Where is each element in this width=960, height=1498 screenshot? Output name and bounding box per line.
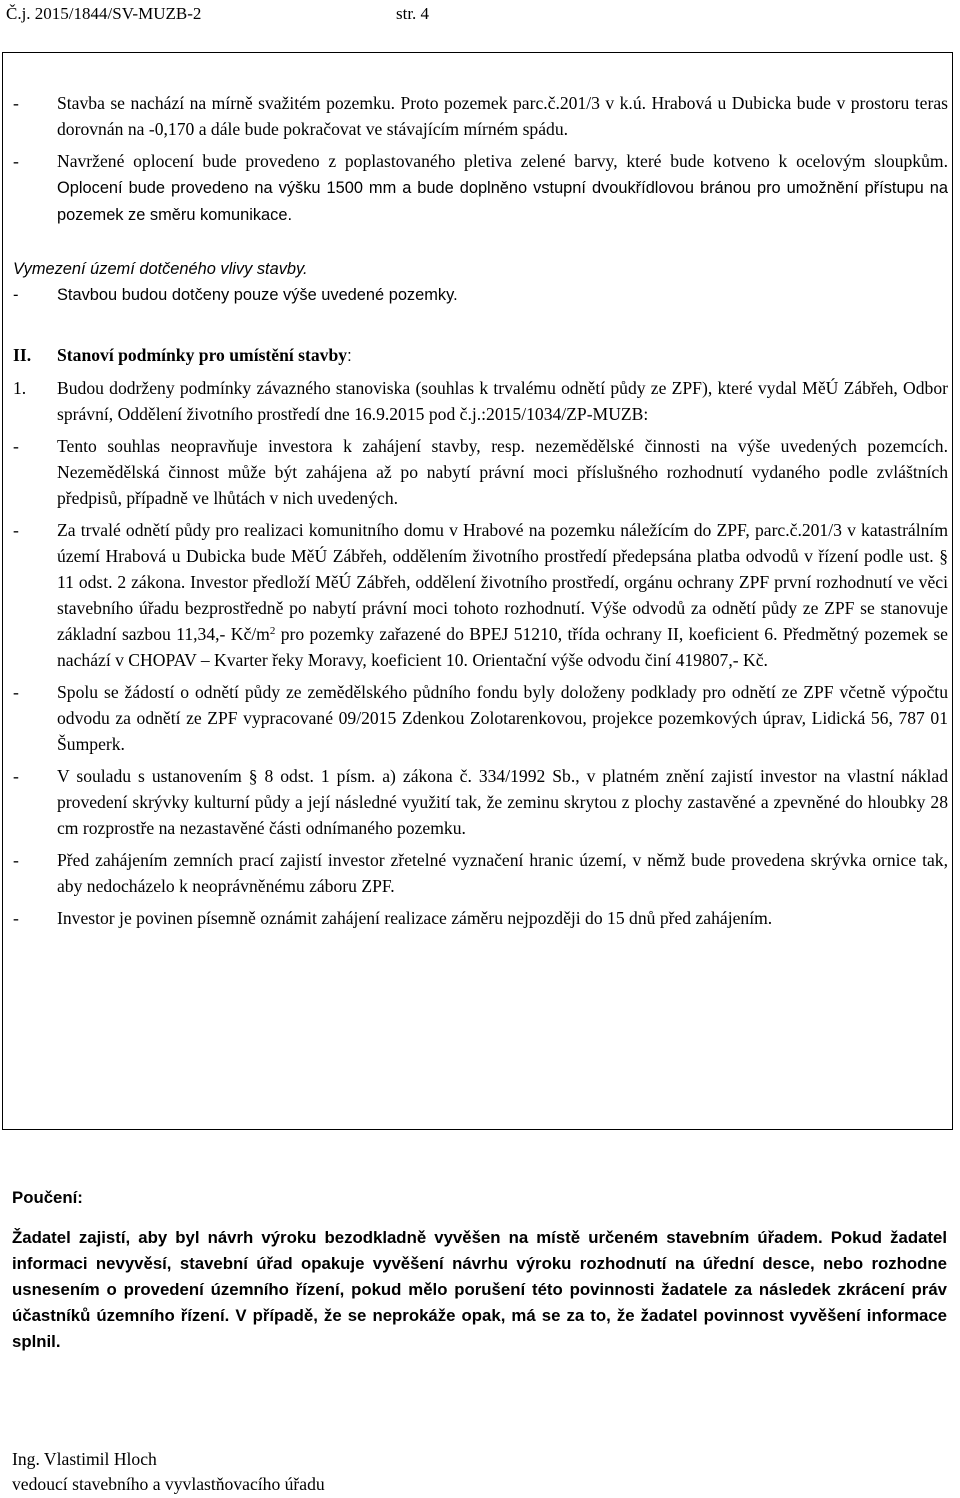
list-item: [13, 433, 948, 511]
list-item-text: Tento souhlas neopravňuje investora k zahájení stavby, resp. nezemědělské činnosti na výše uvedených pozemcích. Nezemědělská činnost může být zahájena až po nabytí právní moci příslušného rozhodnutí vydaného podle zvláštních předpisů, případně ve lhůtách v nich uvedených.: [57, 436, 948, 508]
section-colon: :: [347, 347, 352, 365]
dash-marker: -: [13, 436, 19, 456]
signatory-name: Ing. Vlastimil Hloch: [12, 1449, 157, 1469]
dash-marker: -: [13, 93, 19, 113]
decision-box: [2, 52, 953, 1130]
reference-number: Č.j. 2015/1844/SV-MUZB-2: [6, 4, 202, 23]
superscript: 2: [269, 625, 276, 637]
paragraph-vymezeni: [13, 282, 948, 308]
list-item-text: V souladu s ustanovením § 8 odst. 1 písm. a) zákona č. 334/1992 Sb., v platném znění zajistí investor na vlastní náklad provedení skrývky kulturní půdy a její následné využití tak, že zeminu skrytou z plochy zastavěné a zpevněné do hloubky 28 cm rozprostře na nezastavěné části odnímaného pozemku.: [57, 766, 948, 838]
signatory-role: vedoucí stavebního a vyvlastňovacího úřadu: [12, 1474, 325, 1494]
dash-marker: -: [13, 682, 19, 702]
list-item-text: Spolu se žádostí o odnětí půdy ze zemědělského půdního fondu byly doloženy podklady pro odnětí ze ZPF včetně výpočtu odvodu za odnětí ze ZPF vypracované 09/2015 Zdenkou Zolotarenkovou, projekce pozemkových úprav, Lidická 56, 787 01 Šumperk.: [57, 682, 948, 754]
list-item-text: Investor je povinen písemně oznámit zahájení realizace záměru nejpozději do 15 dnů před zahájením.: [57, 908, 773, 928]
section-heading-italic: Vymezení území dotčeného vlivy stavby.: [13, 260, 308, 278]
list-item: [13, 847, 948, 899]
dash-marker: -: [13, 850, 19, 870]
section-number: II.: [13, 345, 32, 365]
list-item-text: Za trvalé odnětí půdy pro realizaci komunitního domu v Hrabové na pozemku náležícím do ZPF, parc.č.201/3 v katastrálním území Hrabová u Dubicka bude MěÚ Zábřeh, oddělením životního prostředí předepsána platba odvodů v řízení podle ust. § 11 odst. 2 zákona. Investor předloží MěÚ Zábřeh, oddělení životního prostředí, orgánu ochrany ZPF první rozhodnutí ve věci stavebního úřadu bezprostředně po nabytí právní moci tohoto rozhodnutí. Výše odvodů za odnětí půdy ze ZPF se stanovuje základní sazbou 11,34,- Kč/m: [57, 520, 948, 644]
condition-text: Budou dodrženy podmínky závazného stanoviska (souhlas k trvalému odnětí půdy ze ZPF), které vydal MěÚ Zábřeh, Odbor správní, Oddělení životního prostředí dne 16.9.2015 pod č.j.:2015/1034/ZP-MUZB:: [57, 378, 948, 424]
paragraph-fencing: [13, 148, 948, 228]
page-header: [6, 4, 430, 24]
paragraph-text: Navržené oplocení bude provedeno z poplastovaného pletiva zelené barvy, které bude kotveno k ocelovým sloupkům.: [57, 151, 948, 171]
decision-content: [13, 90, 948, 931]
dash-marker: -: [13, 520, 19, 540]
list-item-text-cont: pro pozemky zařazené do BPEJ 51210, třída ochrany II, koeficient 6. Předmětný pozemek se nachází v CHOPAV – Kvarter řeky Moravy, koeficient 10. Orientační výše odvodu činí 419807,- Kč.: [57, 624, 948, 670]
condition-1: [13, 375, 948, 427]
list-item-text: Před zahájením zemních prací zajistí investor zřetelné vyznačení hranic území, v němž bude provedena skrývka ornice tak, aby nedocházelo k neoprávněnému záboru ZPF.: [57, 850, 948, 896]
dash-marker: -: [13, 908, 19, 928]
page-number: str. 4: [396, 4, 430, 23]
paragraph-text: Stavbou budou dotčeny pouze výše uvedené pozemky.: [57, 286, 458, 304]
dash-marker: -: [13, 766, 19, 786]
instruction-block: [12, 1185, 947, 1355]
paragraph-text: Stavba se nachází na mírně svažitém pozemku. Proto pozemek parc.č.201/3 v k.ú. Hrabová u Dubicka bude v prostoru teras dorovnán na -0,170 a dále bude pokračovat ve stávajícím mírném spádu.: [57, 93, 948, 139]
signature-block: [12, 1447, 325, 1497]
instruction-title: Poučení:: [12, 1188, 83, 1207]
section-title: Stanoví podmínky pro umístění stavby: [57, 345, 348, 365]
dash-marker: -: [13, 286, 19, 304]
paragraph-terrain: [13, 90, 948, 142]
instruction-body: Žadatel zajistí, aby byl návrh výroku bezodkladně vyvěšen na místě určeném stavebním úřadem. Pokud žadatel informaci nevyvěsí, stavební úřad opakuje vyvěšení návrhu výroku rozhodnutí na úřední desce, nebo rozhodne usnesením o provedení územního řízení, pokud mělo porušení této povinnosti žadatele za následek zkrácení práv účastníků územního řízení. V případě, že se neprokáže opak, má se za to, že žadatel povinnost vyvěšení informace splnil.: [12, 1228, 947, 1351]
section-heading: [13, 342, 948, 369]
list-item: [13, 679, 948, 757]
list-item: [13, 517, 948, 673]
list-item: [13, 763, 948, 841]
dash-marker: -: [13, 151, 19, 171]
condition-number: 1.: [13, 378, 27, 398]
list-item: [13, 905, 948, 931]
paragraph-text-sans: Oplocení bude provedeno na výšku 1500 mm a bude doplněno vstupní dvoukřídlovou bránou pro umožnění přístupu na pozemek ze směru komunikace.: [57, 179, 948, 224]
